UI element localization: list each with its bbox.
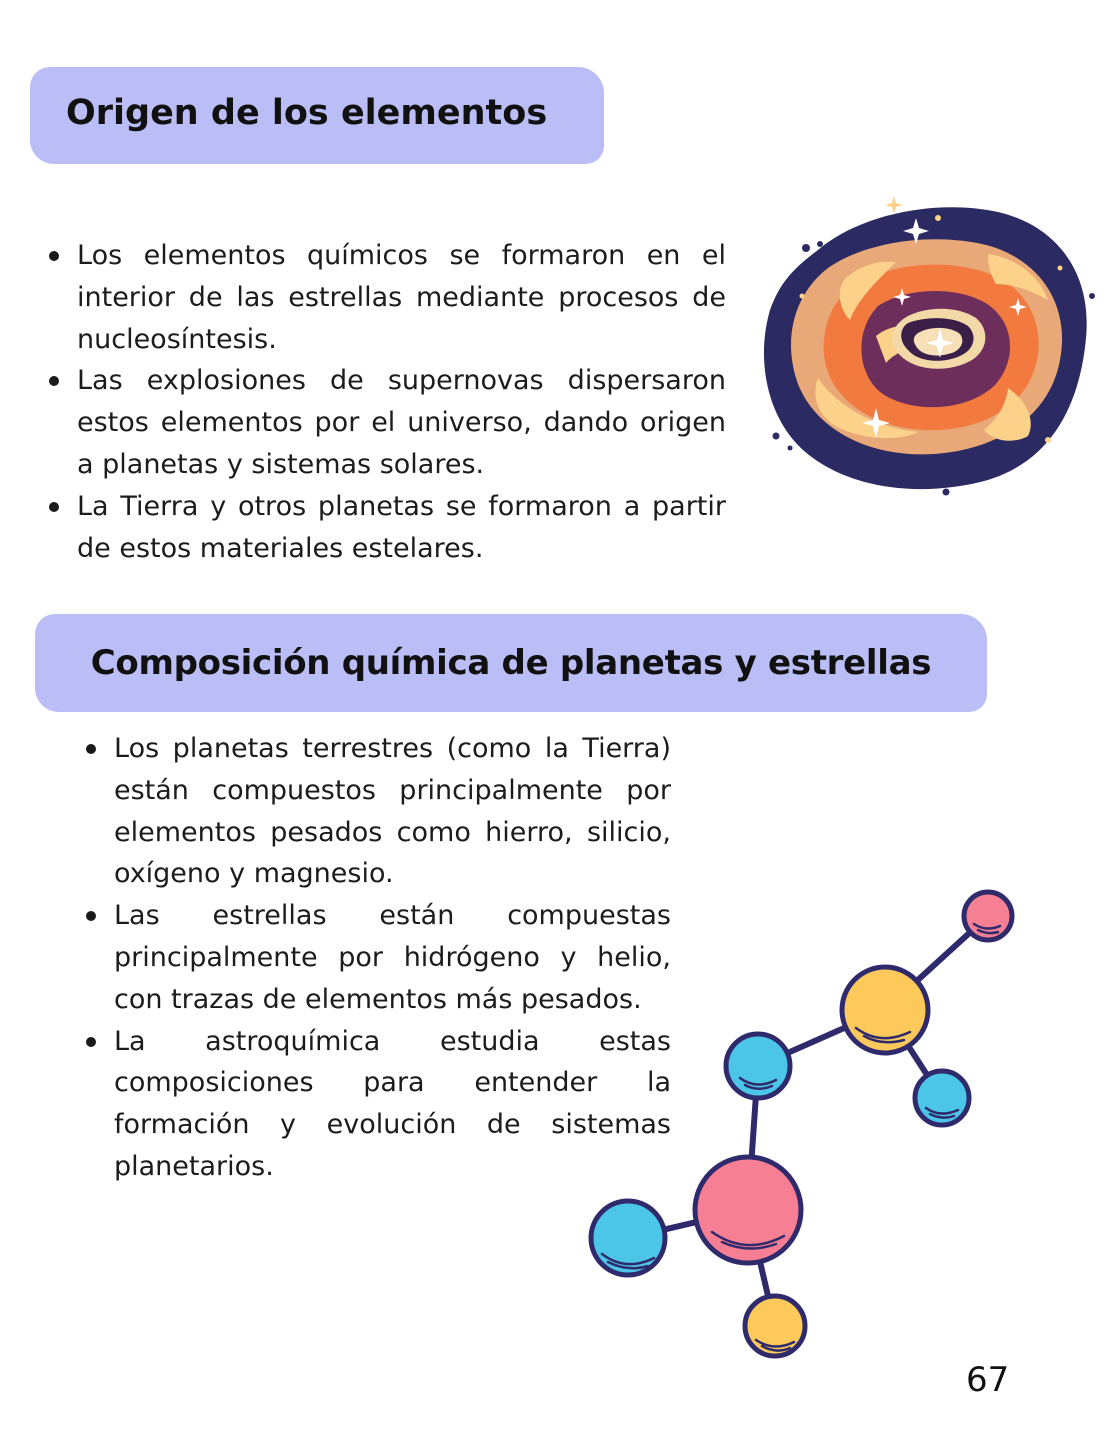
list-item-text: La astroquímica estudia estas composiciones para entender la formación y evolución de sistemas planetarios. [114, 1025, 671, 1182]
nebula-illustration [758, 188, 1100, 500]
list-item [114, 728, 671, 895]
list-item-text: Los elementos químicos se formaron en el interior de las estrellas mediante procesos de nucleosíntesis. [77, 240, 726, 355]
section-heading-box [35, 614, 987, 712]
bullet-dot [86, 1037, 96, 1047]
molecule-illustration [580, 880, 1030, 1360]
section-title: Composición química de planetas y estrellas [90, 643, 932, 683]
bullet-dot [49, 376, 59, 386]
list-item [77, 235, 726, 360]
bullet-dot [86, 744, 96, 754]
list-item-text: La Tierra y otros planetas se formaron a partir de estos materiales estelares. [77, 490, 726, 564]
bullet-list [77, 235, 726, 569]
list-item [77, 486, 726, 570]
list-item-text: Los planetas terrestres (como la Tierra) están compuestos principalmente por elementos pesados como hierro, silicio, oxígeno y magnesio. [114, 733, 671, 890]
section-title: Origen de los elementos [66, 93, 548, 133]
section-heading-box [30, 67, 604, 164]
list-item-text: Las explosiones de supernovas dispersaron estos elementos por el universo, dando origen a planetas y sistemas solares. [77, 365, 726, 480]
list-item-text: Las estrellas están compuestas principalmente por hidrógeno y helio, con trazas de elementos más pesados. [114, 900, 671, 1015]
list-item [77, 360, 726, 485]
page-number: 67 [966, 1360, 1010, 1400]
bullet-dot [49, 502, 59, 512]
bullet-dot [49, 251, 59, 261]
bullet-dot [86, 911, 96, 921]
